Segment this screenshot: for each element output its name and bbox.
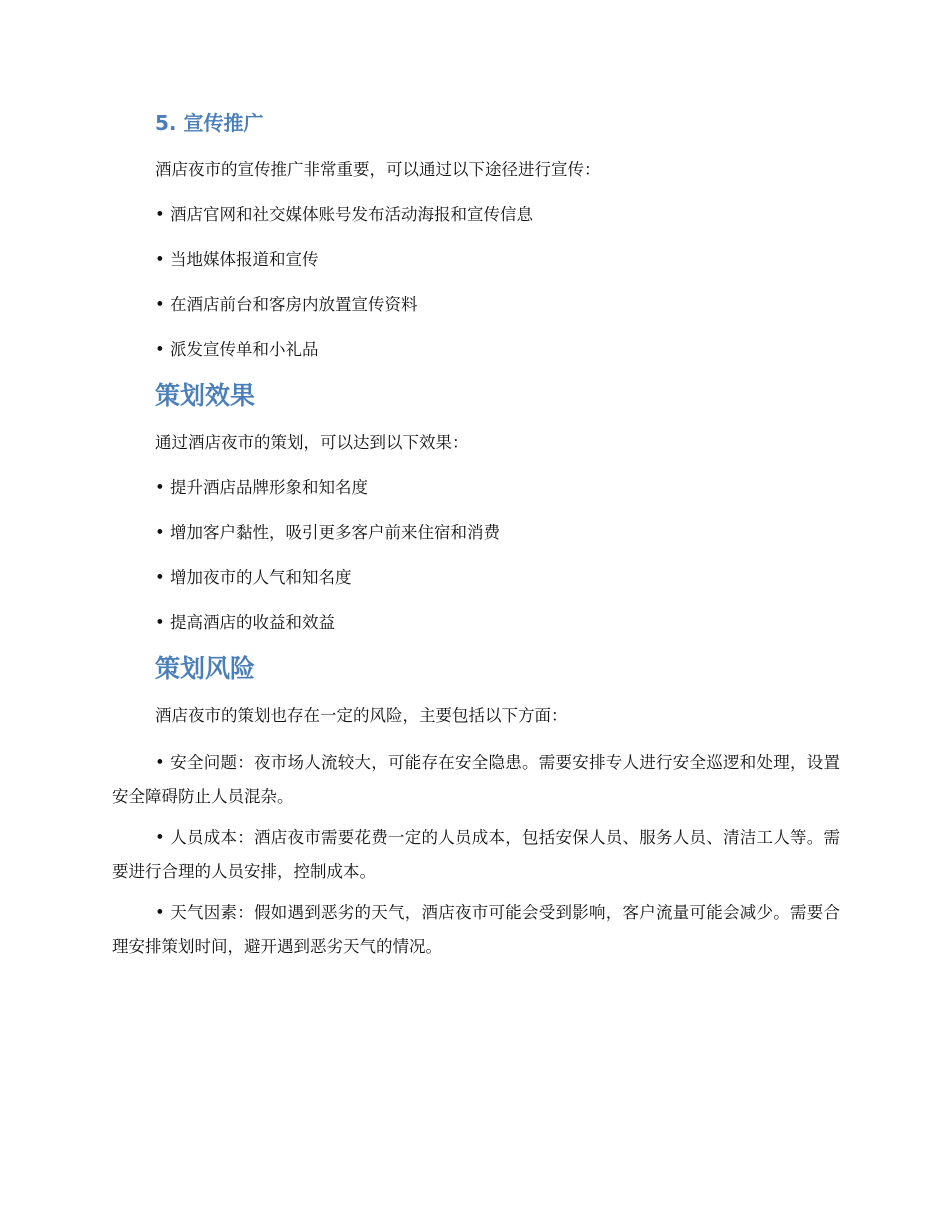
risk-paragraph: • 天气因素：假如遇到恶劣的天气，酒店夜市可能会受到影响，客户流量可能会减少。需要合理安排策划时间，避开遇到恶劣天气的情况。 <box>112 903 840 956</box>
promotion-item: • 当地媒体报道和宣传 <box>155 250 319 269</box>
promotion-intro: 酒店夜市的宣传推广非常重要，可以通过以下途径进行宣传： <box>155 160 601 179</box>
effect-item: • 提升酒店品牌形象和知名度 <box>155 478 368 497</box>
heading-risk: 策划风险 <box>155 654 256 683</box>
risk-paragraph: • 安全问题：夜市场人流较大，可能存在安全隐患。需要安排专人进行安全巡逻和处理，设置安全障碍防止人员混杂。 <box>112 753 840 806</box>
promotion-item: • 酒店官网和社交媒体账号发布活动海报和宣传信息 <box>155 205 533 224</box>
effect-intro: 通过酒店夜市的策划，可以达到以下效果： <box>155 433 469 452</box>
promotion-item: • 在酒店前台和客房内放置宣传资料 <box>155 295 418 314</box>
promotion-item: • 派发宣传单和小礼品 <box>155 340 319 359</box>
heading-effect: 策划效果 <box>155 381 256 410</box>
heading-promotion: 5. 宣传推广 <box>155 111 264 135</box>
risk-intro: 酒店夜市的策划也存在一定的风险，主要包括以下方面： <box>155 706 568 725</box>
effect-item: • 增加夜市的人气和知名度 <box>155 568 352 587</box>
risk-paragraph: • 人员成本：酒店夜市需要花费一定的人员成本，包括安保人员、服务人员、清洁工人等。需要进行合理的人员安排，控制成本。 <box>112 828 840 881</box>
effect-item: • 增加客户黏性，吸引更多客户前来住宿和消费 <box>155 523 500 542</box>
document-content <box>112 108 840 971</box>
effect-item: • 提高酒店的收益和效益 <box>155 613 335 632</box>
